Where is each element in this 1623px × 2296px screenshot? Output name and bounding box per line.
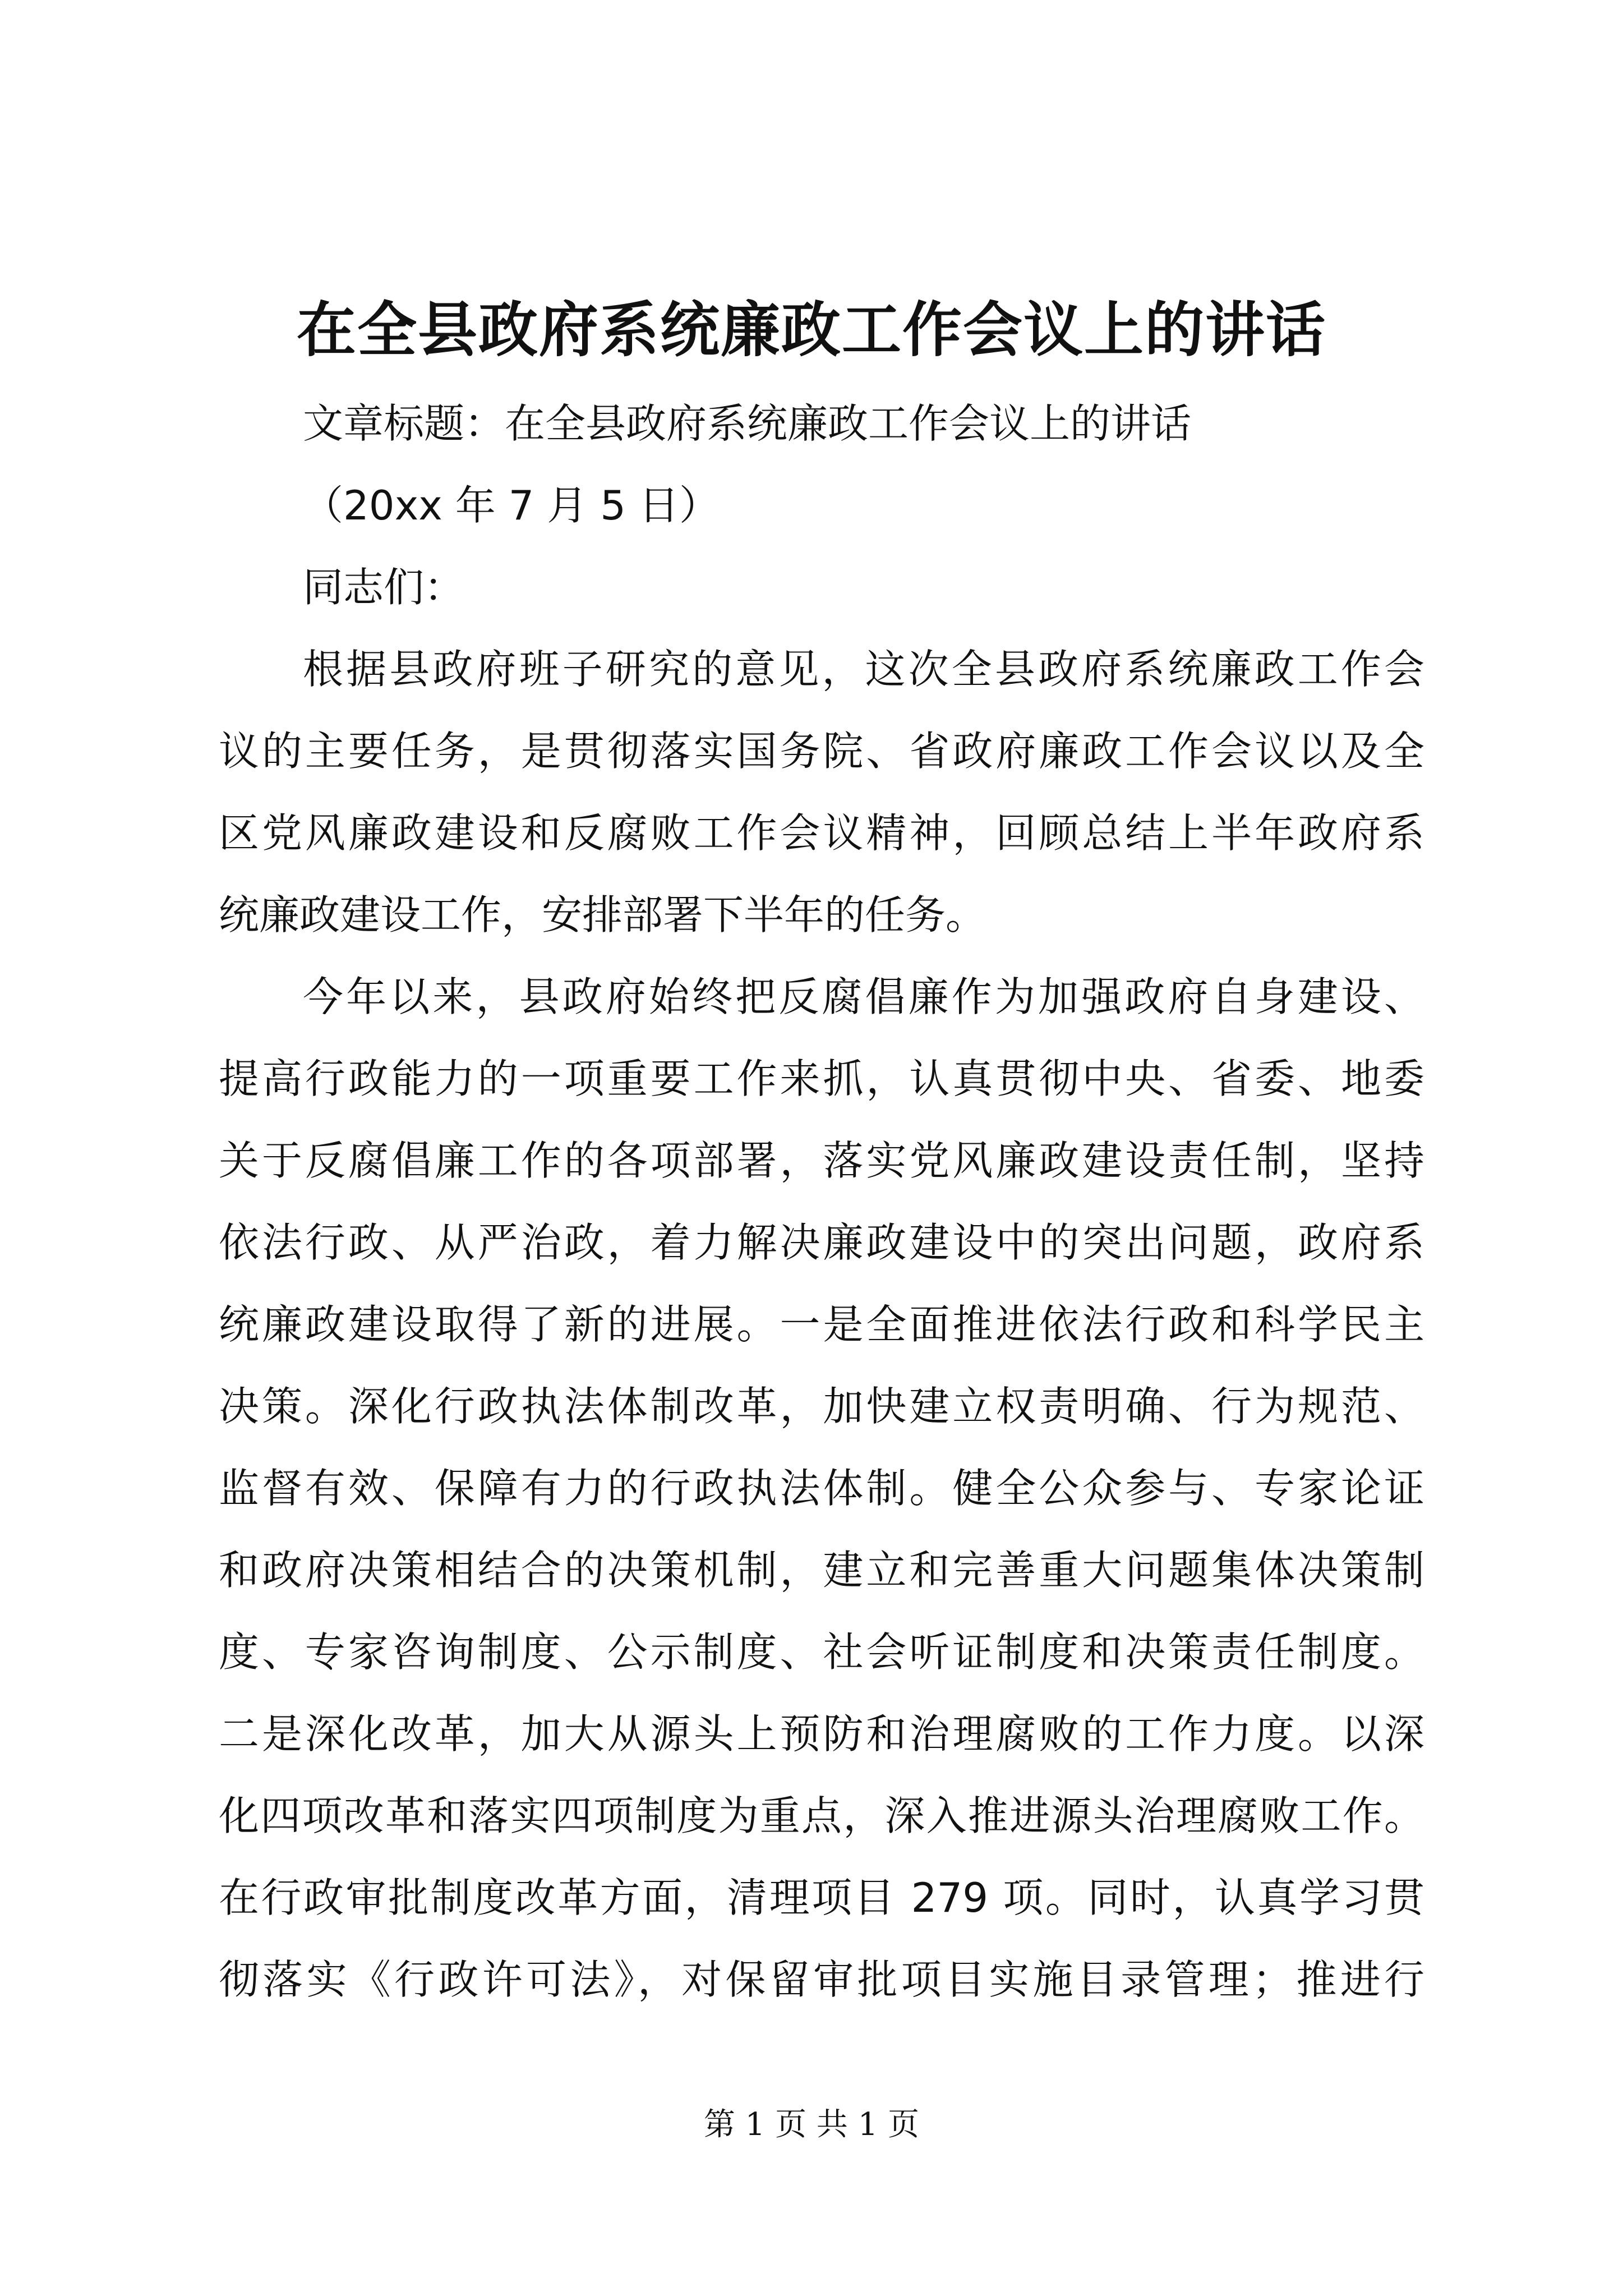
paragraph-2-line: 统廉政建设取得了新的进展。一是全面推进依法行政和科学民主: [219, 1301, 1424, 1348]
page-footer: 第 1 页 共 1 页: [703, 2106, 920, 2143]
paragraph-2-line: 今年以来，县政府始终把反腐倡廉作为加强政府自身建设、: [303, 973, 1424, 1020]
paragraph-1-line: 区党风廉政建设和反腐败工作会议精神，回顾总结上半年政府系: [219, 809, 1424, 857]
paragraph-2-line: 化四项改革和落实四项制度为重点，深入推进源头治理腐败工作。: [219, 1792, 1424, 1839]
paragraph-2-line: 提高行政能力的一项重要工作来抓，认真贯彻中央、省委、地委: [219, 1055, 1424, 1102]
paragraph-2-line: 二是深化改革，加大从源头上预防和治理腐败的工作力度。以深: [219, 1710, 1424, 1757]
paragraph-1-line: 统廉政建设工作，安排部署下半年的任务。: [219, 891, 986, 938]
salutation: 同志们：: [303, 564, 465, 611]
paragraph-2-line: 在行政审批制度改革方面，清理项目 279 项。同时，认真学习贯: [219, 1874, 1424, 1921]
paragraph-2-line: 监督有效、保障有力的行政执法体制。健全公众参与、专家论证: [219, 1465, 1424, 1512]
paragraph-2-line: 依法行政、从严治政，着力解决廉政建设中的突出问题，政府系: [219, 1219, 1424, 1266]
paragraph-2-line: 决策。深化行政执法体制改革，加快建立权责明确、行为规范、: [219, 1383, 1424, 1430]
document-title: 在全县政府系统廉政工作会议上的讲话: [297, 295, 1326, 365]
paragraph-2-line: 关于反腐倡廉工作的各项部署，落实党风廉政建设责任制，坚持: [219, 1137, 1424, 1184]
paragraph-2-line: 和政府决策相结合的决策机制，建立和完善重大问题集体决策制: [219, 1547, 1424, 1594]
paragraph-2-line: 彻落实《行政许可法》，对保留审批项目实施目录管理；推进行: [219, 1956, 1424, 2003]
date-line: （20xx 年 7 月 5 日）: [303, 482, 720, 529]
paragraph-1-line: 根据县政府班子研究的意见，这次全县政府系统廉政工作会: [303, 646, 1424, 693]
paragraph-2-line: 度、专家咨询制度、公示制度、社会听证制度和决策责任制度。: [219, 1628, 1424, 1676]
paragraph-1-line: 议的主要任务，是贯彻落实国务院、省政府廉政工作会议以及全: [219, 728, 1424, 775]
subtitle-line: 文章标题：在全县政府系统廉政工作会议上的讲话: [303, 400, 1192, 447]
document-body: [219, 383, 1424, 2021]
